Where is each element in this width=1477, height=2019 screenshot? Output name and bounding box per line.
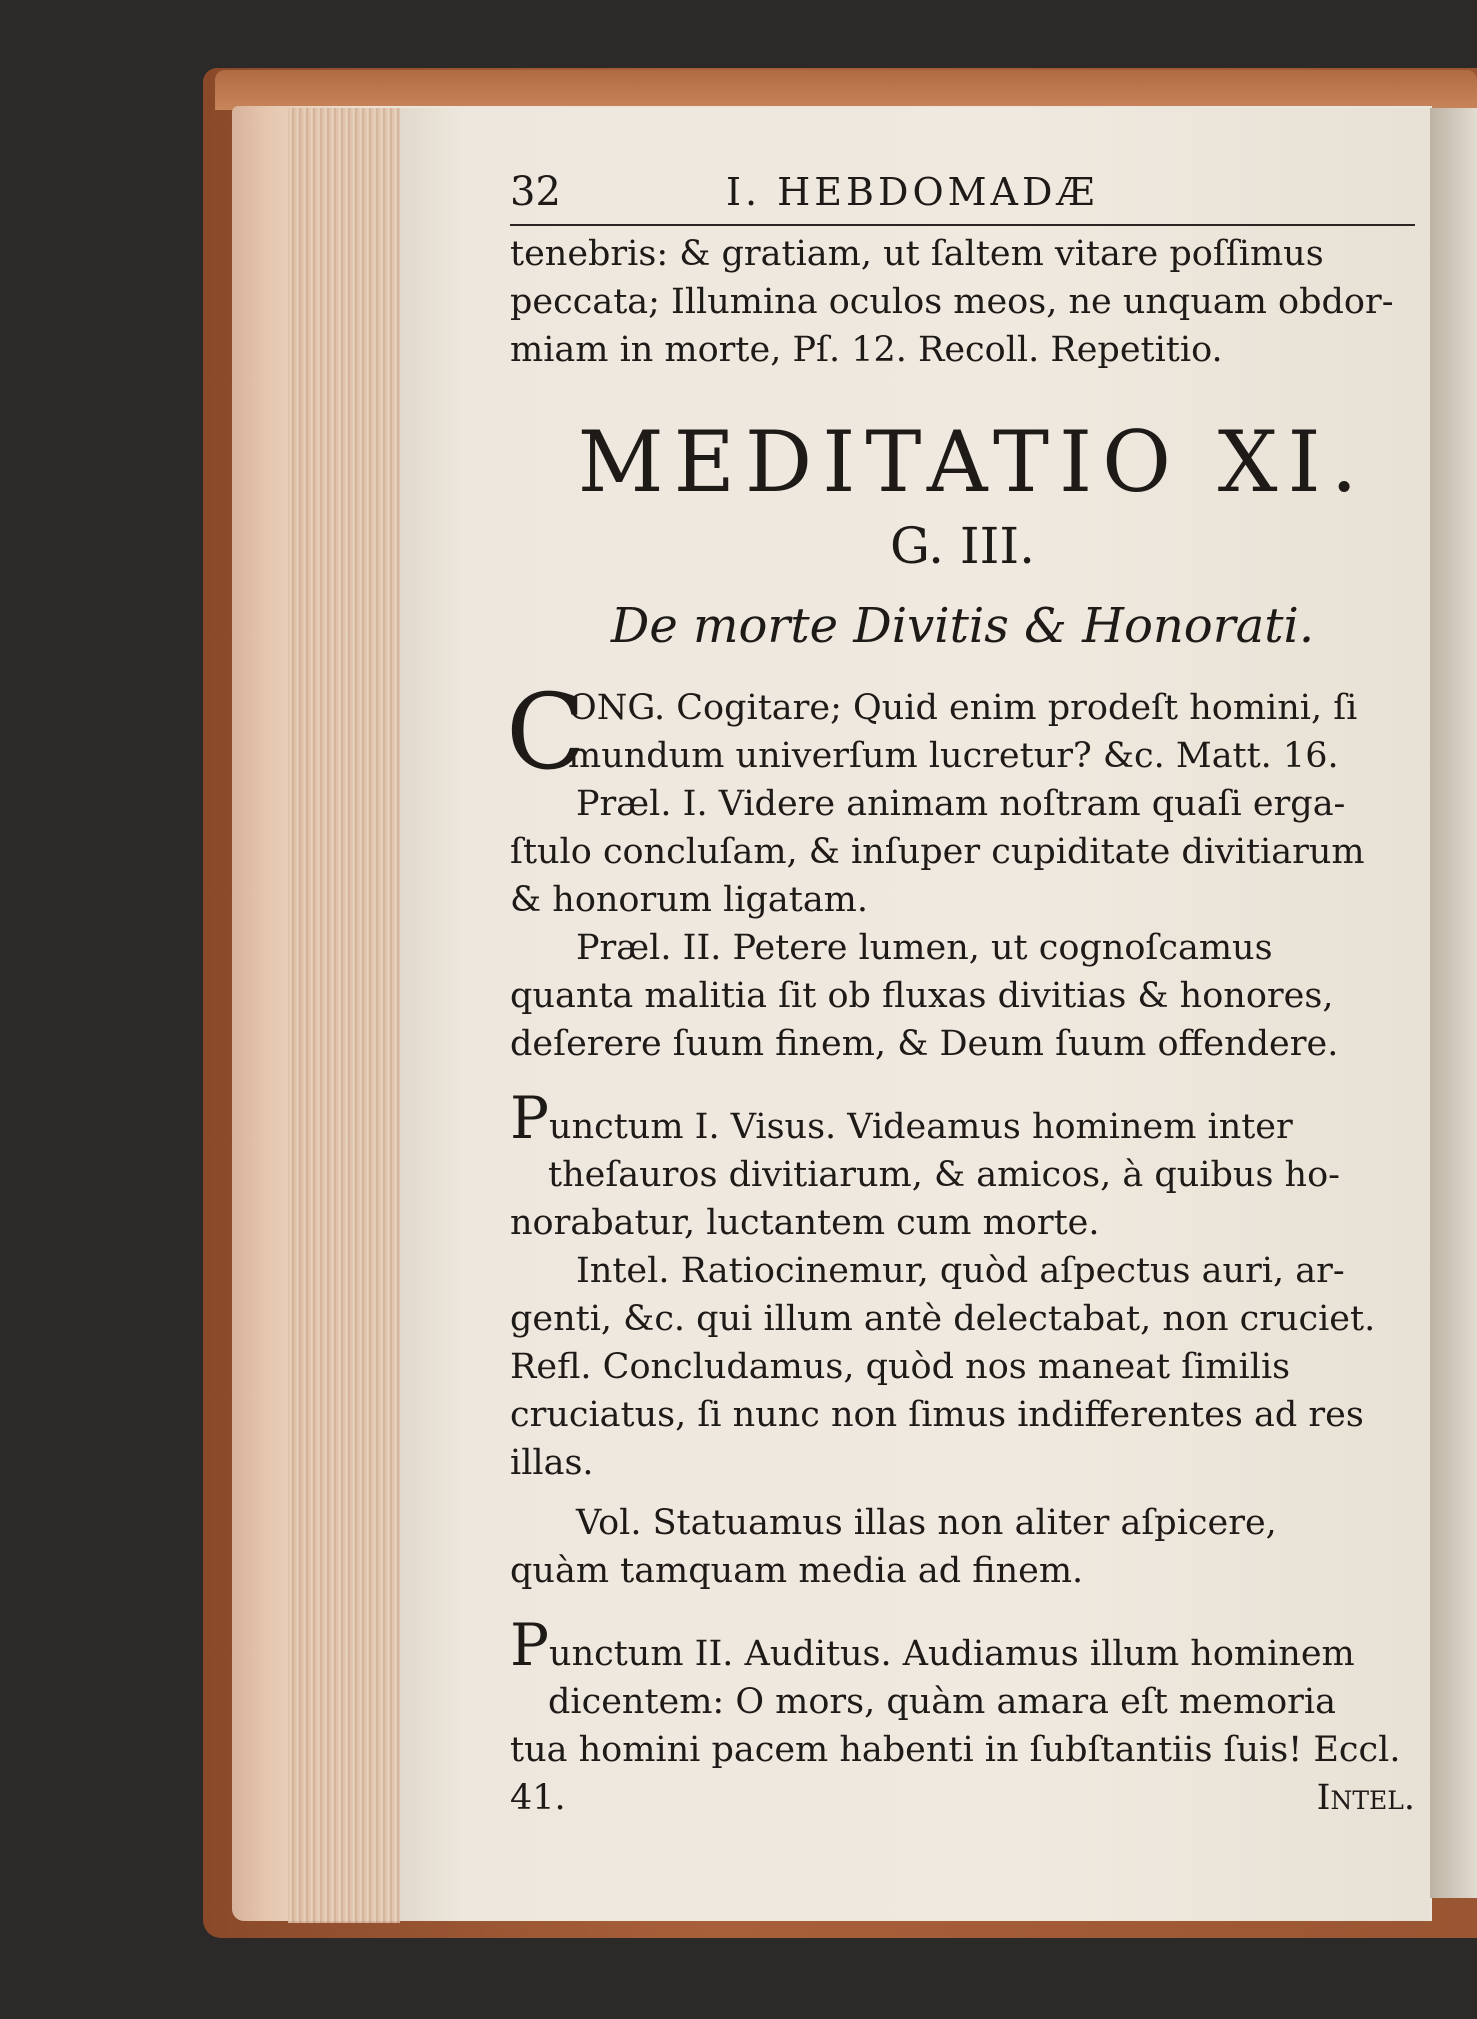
line-text: unctum II. Auditus. Audiamus illum hominem	[549, 1634, 1355, 1674]
text-line: illas.	[510, 1443, 594, 1483]
cover-top-edge	[215, 70, 1477, 110]
line-text: unctum I. Visus. Videamus hominem inter	[549, 1107, 1293, 1147]
intel-paragraph	[510, 1247, 1415, 1487]
catchword: Intel.	[1316, 1778, 1415, 1818]
text-line: ONG. Cogitare; Quid enim prodeſt homini, ſi	[568, 688, 1358, 728]
punctum1-paragraph	[510, 1084, 1415, 1247]
page-edges	[288, 108, 400, 1923]
text-line: theſauros divitiarum, & amicos, à quibus ho-	[548, 1155, 1340, 1195]
text-line: peccata; Illumina oculos meos, ne unquam obdor-	[510, 282, 1394, 322]
meditation-title: MEDITATIO XI.	[577, 413, 1368, 511]
page-number: 32	[510, 169, 561, 215]
text-line: quanta malitia ſit ob fluxas divitias & honores,	[510, 976, 1334, 1016]
text-line: ſtulo concluſam, & inſuper cupiditate divitiarum	[510, 832, 1365, 872]
initial-letter: P	[510, 1611, 550, 1679]
gutter-right-page	[1430, 108, 1477, 1898]
text-line	[510, 1611, 1415, 1679]
vol-paragraph	[510, 1499, 1415, 1595]
text-line: Refl. Concludamus, quòd nos maneat ſimilis	[510, 1347, 1291, 1387]
text-line: & honorum ligatam.	[510, 880, 868, 920]
running-head	[510, 168, 1415, 226]
text-line: mundum univerſum lucretur? &c. Matt. 16.	[568, 736, 1339, 776]
text-line: Vol. Statuamus illas non aliter aſpicere,	[576, 1503, 1277, 1543]
text-line: dicentem: O mors, quàm amara eſt memoria	[548, 1682, 1336, 1722]
text-line: deſerere ſuum finem, & Deum ſuum offendere.	[510, 1024, 1339, 1064]
text-line: norabatur, luctantem cum morte.	[510, 1203, 1100, 1243]
text-line: genti, &c. qui illum antè delectabat, non cruciet.	[510, 1299, 1376, 1339]
text-line: miam in morte, Pſ. 12. Recoll. Repetitio.	[510, 330, 1223, 370]
page-text	[506, 168, 1415, 1822]
text-line: Præl. II. Petere lumen, ut cognoſcamus	[576, 928, 1273, 968]
text-line	[510, 1084, 1415, 1152]
text-line: Intel. Ratiocinemur, quòd aſpectus auri, ar-	[576, 1251, 1345, 1291]
text-line: tenebris: & gratiam, ut ſaltem vitare poſſimus	[510, 234, 1324, 274]
continued-text	[510, 230, 1415, 374]
initial-letter: P	[510, 1084, 550, 1152]
meditation-topic: De morte Divitis & Honorati.	[610, 598, 1315, 654]
drop-cap: C	[506, 671, 586, 793]
meditation-subtitle: G. III.	[889, 517, 1036, 575]
cong-paragraph	[506, 671, 1415, 793]
signature-mark: 41.	[510, 1778, 566, 1818]
text-line: cruciatus, ſi nunc non ſimus indifferentes ad res	[510, 1395, 1364, 1435]
prael1-paragraph	[510, 780, 1415, 924]
punctum2-paragraph	[510, 1611, 1415, 1774]
running-title: I. HEBDOMADÆ	[726, 170, 1099, 214]
prael2-paragraph	[510, 924, 1415, 1068]
text-line: Præl. I. Videre animam noſtram quaſi erga-	[576, 784, 1346, 824]
text-line: quàm tamquam media ad finem.	[510, 1551, 1084, 1591]
text-line: tua homini pacem habenti in ſubſtantiis ſuis! Eccl.	[510, 1730, 1401, 1770]
page-footer	[510, 1774, 1415, 1822]
